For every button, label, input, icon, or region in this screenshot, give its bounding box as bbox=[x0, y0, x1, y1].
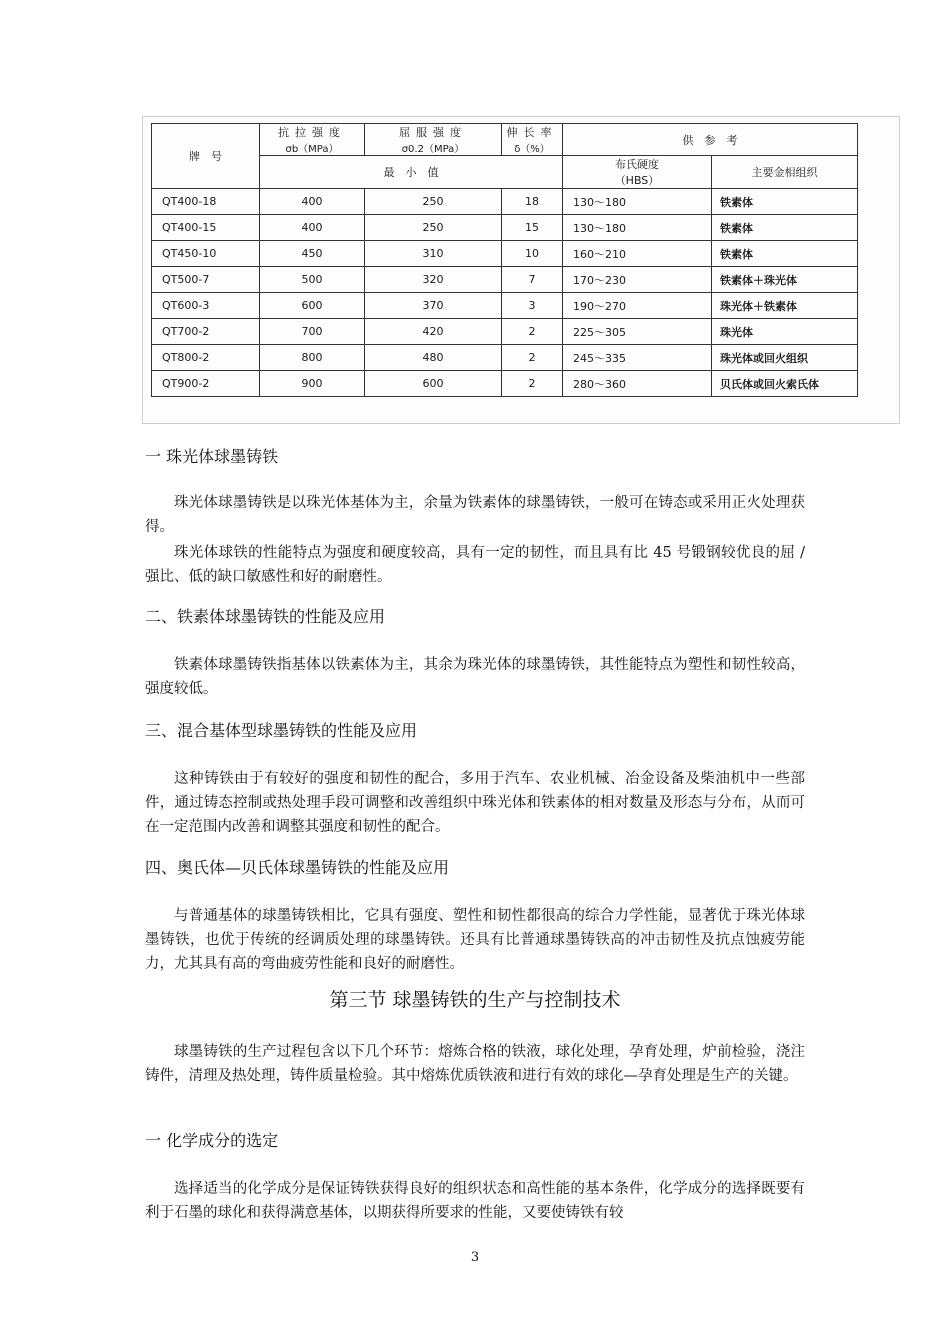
cell-tensile: 400 bbox=[260, 189, 365, 215]
cell-elongation: 2 bbox=[502, 345, 563, 371]
cell-grade: QT450-10 bbox=[152, 241, 260, 267]
heading-chemical-composition: 一 化学成分的选定 bbox=[145, 1131, 279, 1150]
cell-elongation: 3 bbox=[502, 293, 563, 319]
cell-structure: 珠光体 bbox=[712, 319, 858, 345]
cell-grade: QT500-7 bbox=[152, 267, 260, 293]
header-grade: 牌 号 bbox=[152, 124, 260, 189]
table-row bbox=[152, 267, 858, 293]
ductile-iron-grade-table bbox=[151, 123, 858, 397]
cell-grade: QT900-2 bbox=[152, 371, 260, 397]
cell-grade: QT800-2 bbox=[152, 345, 260, 371]
cell-structure: 铁素体＋珠光体 bbox=[712, 267, 858, 293]
cell-tensile: 800 bbox=[260, 345, 365, 371]
cell-tensile: 400 bbox=[260, 215, 365, 241]
heading-pearlitic: 一 珠光体球墨铸铁 bbox=[145, 447, 279, 466]
section-title: 第三节 球墨铸铁的生产与控制技术 bbox=[329, 989, 621, 1011]
cell-hardness: 225～305 bbox=[563, 319, 712, 345]
paragraph-mixed-matrix: 这种铸铁由于有较好的强度和韧性的配合，多用于汽车、农业机械、冶金设备及柴油机中一些部件，通过铸态控制或热处理手段可调整和改善组织中珠光体和铁素体的相对数量及形态与分布，从而可在一定范围内改善和调整其强度和韧性的配合。 bbox=[145, 771, 805, 835]
cell-tensile: 450 bbox=[260, 241, 365, 267]
cell-grade: QT700-2 bbox=[152, 319, 260, 345]
cell-elongation: 15 bbox=[502, 215, 563, 241]
table-row bbox=[152, 241, 858, 267]
cell-yield: 250 bbox=[365, 215, 502, 241]
header-minimum-value: 最 小 值 bbox=[260, 156, 563, 189]
cell-yield: 420 bbox=[365, 319, 502, 345]
cell-structure: 铁素体 bbox=[712, 215, 858, 241]
cell-hardness: 245～335 bbox=[563, 345, 712, 371]
cell-tensile: 900 bbox=[260, 371, 365, 397]
page-number: 3 bbox=[470, 1250, 480, 1265]
cell-yield: 320 bbox=[365, 267, 502, 293]
cell-elongation: 2 bbox=[502, 371, 563, 397]
header-elongation: 伸长率 δ（%） bbox=[502, 124, 563, 156]
paragraph-pearlitic-intro: 珠光体球墨铸铁是以珠光体基体为主，余量为铁素体的球墨铸铁，一般可在铸态或采用正火处理获得。 bbox=[145, 495, 805, 535]
table-row bbox=[152, 345, 858, 371]
cell-hardness: 190～270 bbox=[563, 293, 712, 319]
table-row bbox=[152, 371, 858, 397]
cell-grade: QT600-3 bbox=[152, 293, 260, 319]
cell-grade: QT400-18 bbox=[152, 189, 260, 215]
cell-elongation: 7 bbox=[502, 267, 563, 293]
cell-tensile: 500 bbox=[260, 267, 365, 293]
cell-yield: 310 bbox=[365, 241, 502, 267]
cell-structure: 珠光体或回火组织 bbox=[712, 345, 858, 371]
paragraph-pearlitic-properties: 珠光体球铁的性能特点为强度和硬度较高，具有一定的韧性，而且具有比 45 号锻钢较优良的屈 / 强比、低的缺口敏感性和好的耐磨性。 bbox=[145, 545, 805, 585]
table-row bbox=[152, 319, 858, 345]
cell-hardness: 160～210 bbox=[563, 241, 712, 267]
cell-structure: 铁素体 bbox=[712, 189, 858, 215]
cell-hardness: 130～180 bbox=[563, 189, 712, 215]
cell-elongation: 18 bbox=[502, 189, 563, 215]
table-row bbox=[152, 215, 858, 241]
table-row bbox=[152, 189, 858, 215]
cell-yield: 480 bbox=[365, 345, 502, 371]
paragraph-ferritic: 铁素体球墨铸铁指基体以铁素体为主，其余为珠光体的球墨铸铁，其性能特点为塑性和韧性较高，强度较低。 bbox=[145, 657, 805, 697]
paragraph-austempered: 与普通基体的球墨铸铁相比，它具有强度、塑性和韧性都很高的综合力学性能，显著优于珠光体球墨铸铁，也优于传统的经调质处理的球墨铸铁。还具有比普通球墨铸铁高的冲击韧性及抗点蚀疲劳能力，尤其具有高的弯曲疲劳性能和良好的耐磨性。 bbox=[145, 908, 805, 972]
cell-hardness: 170～230 bbox=[563, 267, 712, 293]
cell-tensile: 600 bbox=[260, 293, 365, 319]
header-reference: 供 参 考 bbox=[563, 124, 858, 156]
heading-ferritic: 二、铁素体球墨铸铁的性能及应用 bbox=[145, 607, 386, 626]
cell-elongation: 2 bbox=[502, 319, 563, 345]
header-hardness: 布氏硬度 （HBS） bbox=[563, 156, 712, 189]
paragraph-chemical-composition: 选择适当的化学成分是保证铸铁获得良好的组织状态和高性能的基本条件，化学成分的选择既要有利于石墨的球化和获得满意基体，以期获得所要求的性能，又要使铸铁有较 bbox=[145, 1181, 805, 1221]
heading-austempered: 四、奥氏体—贝氏体球墨铸铁的性能及应用 bbox=[145, 858, 450, 877]
scanned-table-image bbox=[142, 116, 900, 424]
cell-tensile: 700 bbox=[260, 319, 365, 345]
cell-yield: 250 bbox=[365, 189, 502, 215]
cell-hardness: 130～180 bbox=[563, 215, 712, 241]
cell-yield: 600 bbox=[365, 371, 502, 397]
cell-structure: 贝氏体或回火索氏体 bbox=[712, 371, 858, 397]
heading-mixed-matrix: 三、混合基体型球墨铸铁的性能及应用 bbox=[145, 721, 418, 740]
cell-hardness: 280～360 bbox=[563, 371, 712, 397]
cell-structure: 铁素体 bbox=[712, 241, 858, 267]
header-tensile: 抗拉强度 σb（MPa） bbox=[260, 124, 365, 156]
header-structure: 主要金相组织 bbox=[712, 156, 858, 189]
cell-elongation: 10 bbox=[502, 241, 563, 267]
paragraph-production-process: 球墨铸铁的生产过程包含以下几个环节：熔炼合格的铁液，球化处理，孕育处理，炉前检验，浇注铸件，清理及热处理，铸件质量检验。其中熔炼优质铁液和进行有效的球化—孕育处理是生产的关键。 bbox=[145, 1044, 805, 1084]
cell-structure: 珠光体＋铁素体 bbox=[712, 293, 858, 319]
cell-yield: 370 bbox=[365, 293, 502, 319]
header-yield: 屈服强度 σ0.2（MPa） bbox=[365, 124, 502, 156]
table-row bbox=[152, 293, 858, 319]
cell-grade: QT400-15 bbox=[152, 215, 260, 241]
